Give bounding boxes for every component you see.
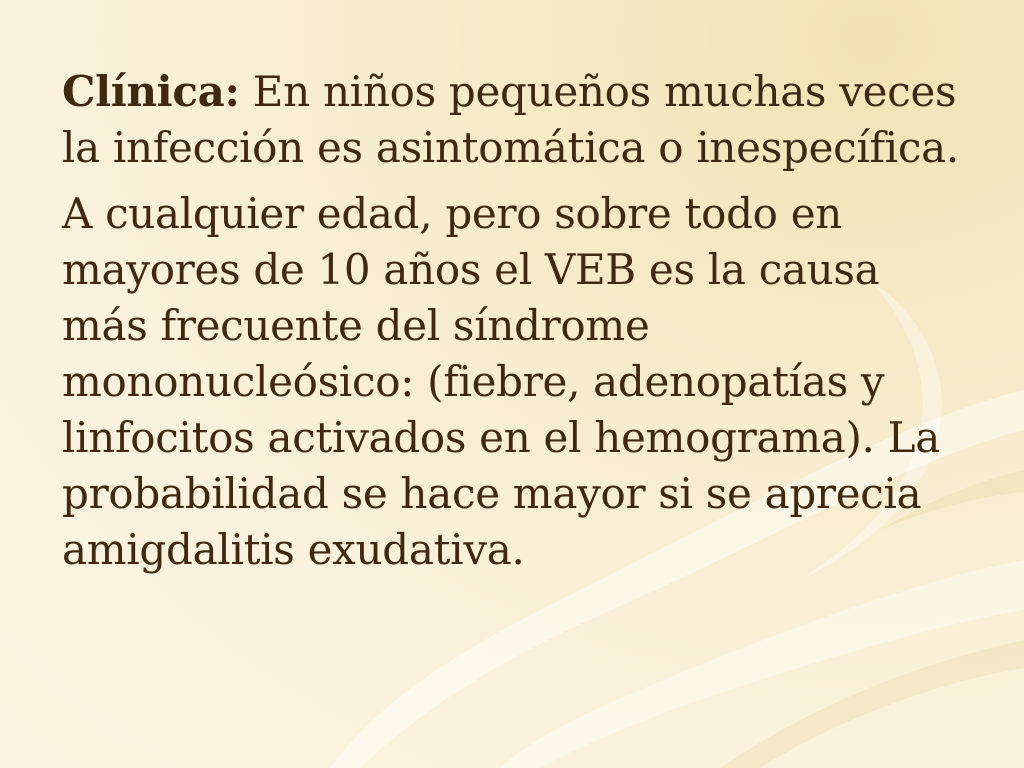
paragraph-text-clinica: En niños pequeños muchas veces la infección es asintomática o inespecífica. [62,67,959,172]
paragraph-veb [62,186,962,578]
paragraph-clinica [62,64,962,176]
paragraph-lead-clinica: Clínica: [62,67,240,116]
paragraph-text-veb: A cualquier edad, pero sobre todo en mayores de 10 años el VEB es la causa más frecuente del síndrome mononucleósico: (fiebre, adenopatías y linfocitos activados en el hemograma). La probabilidad se hace mayor si se aprecia amigdalitis exudativa. [62,189,940,574]
slide-body [62,64,962,578]
